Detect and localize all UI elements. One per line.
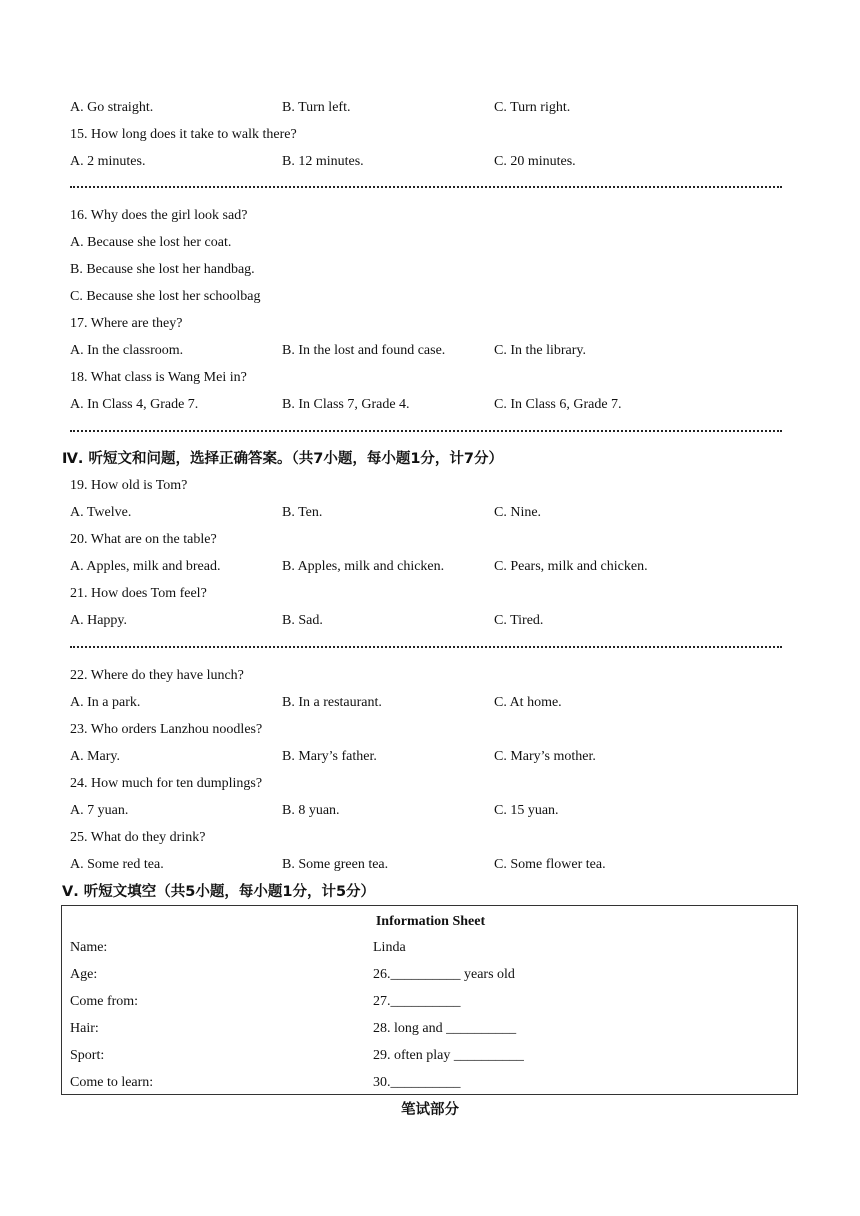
q25-option-b: B. Some green tea.: [282, 857, 389, 872]
q22-option-c: C. At home.: [494, 695, 562, 710]
info-value: Linda: [373, 940, 406, 955]
q22-options: [70, 693, 790, 713]
q23-options: [70, 747, 790, 767]
q22-option-a: A. In a park.: [70, 695, 141, 710]
q24-option-a: A. 7 yuan.: [70, 803, 129, 818]
q23-option-b: B. Mary’s father.: [282, 749, 377, 764]
dotted-divider: [70, 186, 782, 188]
q16-question: 16. Why does the girl look sad?: [70, 208, 248, 223]
info-row: [70, 1046, 790, 1066]
info-label: Hair:: [70, 1021, 99, 1036]
q20-option-b: B. Apples, milk and chicken.: [282, 559, 445, 574]
dotted-divider: [70, 430, 782, 432]
q20-question: 20. What are on the table?: [70, 532, 217, 547]
q20-option-c: C. Pears, milk and chicken.: [494, 559, 648, 574]
q19-option-b: B. Ten.: [282, 505, 323, 520]
q14-option-b: B. Turn left.: [282, 100, 351, 115]
q16-option-c: C. Because she lost her schoolbag: [70, 289, 261, 304]
info-value: 30.__________: [373, 1075, 461, 1090]
q15-question: 15. How long does it take to walk there?: [70, 127, 297, 142]
info-label: Come from:: [70, 994, 139, 1009]
info-row: [70, 1019, 790, 1039]
info-label: Age:: [70, 967, 98, 982]
q14-options: [70, 98, 790, 118]
q14-option-c: C. Turn right.: [494, 100, 571, 115]
q25-question: 25. What do they drink?: [70, 830, 206, 845]
q21-option-c: C. Tired.: [494, 613, 544, 628]
q23-option-c: C. Mary’s mother.: [494, 749, 596, 764]
q18-option-c: C. In Class 6, Grade 7.: [494, 397, 622, 412]
q21-question: 21. How does Tom feel?: [70, 586, 207, 601]
dotted-divider: [70, 646, 782, 648]
q25-options: [70, 855, 790, 875]
section-5-heading: Ⅴ. 听短文填空（共5小题，每小题1分，计5分）: [62, 884, 376, 900]
q24-question: 24. How much for ten dumplings?: [70, 776, 263, 791]
q19-question: 19. How old is Tom?: [70, 478, 188, 493]
q17-option-b: B. In the lost and found case.: [282, 343, 446, 358]
q16-option-b: B. Because she lost her handbag.: [70, 262, 255, 277]
q24-option-b: B. 8 yuan.: [282, 803, 340, 818]
info-value: 29. often play __________: [373, 1048, 524, 1063]
written-part-heading: 笔试部分: [401, 1102, 459, 1118]
q22-question: 22. Where do they have lunch?: [70, 668, 244, 683]
info-label: Name:: [70, 940, 108, 955]
info-row: [70, 992, 790, 1012]
q21-option-b: B. Sad.: [282, 613, 323, 628]
q24-option-c: C. 15 yuan.: [494, 803, 559, 818]
q22-option-b: B. In a restaurant.: [282, 695, 382, 710]
q20-options: [70, 557, 790, 577]
q19-option-a: A. Twelve.: [70, 505, 132, 520]
q15-option-b: B. 12 minutes.: [282, 154, 364, 169]
info-row: [70, 938, 790, 958]
q21-option-a: A. Happy.: [70, 613, 128, 628]
info-value: 27.__________: [373, 994, 461, 1009]
info-value: 28. long and __________: [373, 1021, 517, 1036]
q24-options: [70, 801, 790, 821]
q14-option-a: A. Go straight.: [70, 100, 154, 115]
info-label: Come to learn:: [70, 1075, 154, 1090]
info-label: Sport:: [70, 1048, 105, 1063]
q18-option-b: B. In Class 7, Grade 4.: [282, 397, 410, 412]
q17-option-c: C. In the library.: [494, 343, 587, 358]
q15-option-c: C. 20 minutes.: [494, 154, 576, 169]
information-sheet-title: Information Sheet: [375, 914, 486, 929]
info-value: 26.__________ years old: [373, 967, 515, 982]
q16-option-a: A. Because she lost her coat.: [70, 235, 232, 250]
q23-question: 23. Who orders Lanzhou noodles?: [70, 722, 263, 737]
q25-option-a: A. Some red tea.: [70, 857, 164, 872]
info-row: [70, 1073, 790, 1093]
q21-options: [70, 611, 790, 631]
q18-options: [70, 395, 790, 415]
information-sheet-table: [61, 905, 798, 1095]
q18-option-a: A. In Class 4, Grade 7.: [70, 397, 199, 412]
q23-option-a: A. Mary.: [70, 749, 121, 764]
q19-options: [70, 503, 790, 523]
q20-option-a: A. Apples, milk and bread.: [70, 559, 221, 574]
q15-option-a: A. 2 minutes.: [70, 154, 146, 169]
q15-options: [70, 152, 790, 172]
q17-question: 17. Where are they?: [70, 316, 183, 331]
q25-option-c: C. Some flower tea.: [494, 857, 606, 872]
q17-options: [70, 341, 790, 361]
q18-question: 18. What class is Wang Mei in?: [70, 370, 247, 385]
info-row: [70, 965, 790, 985]
section-4-heading: Ⅳ. 听短文和问题，选择正确答案。（共7小题，每小题1分，计7分）: [62, 451, 504, 467]
q17-option-a: A. In the classroom.: [70, 343, 184, 358]
q19-option-c: C. Nine.: [494, 505, 542, 520]
